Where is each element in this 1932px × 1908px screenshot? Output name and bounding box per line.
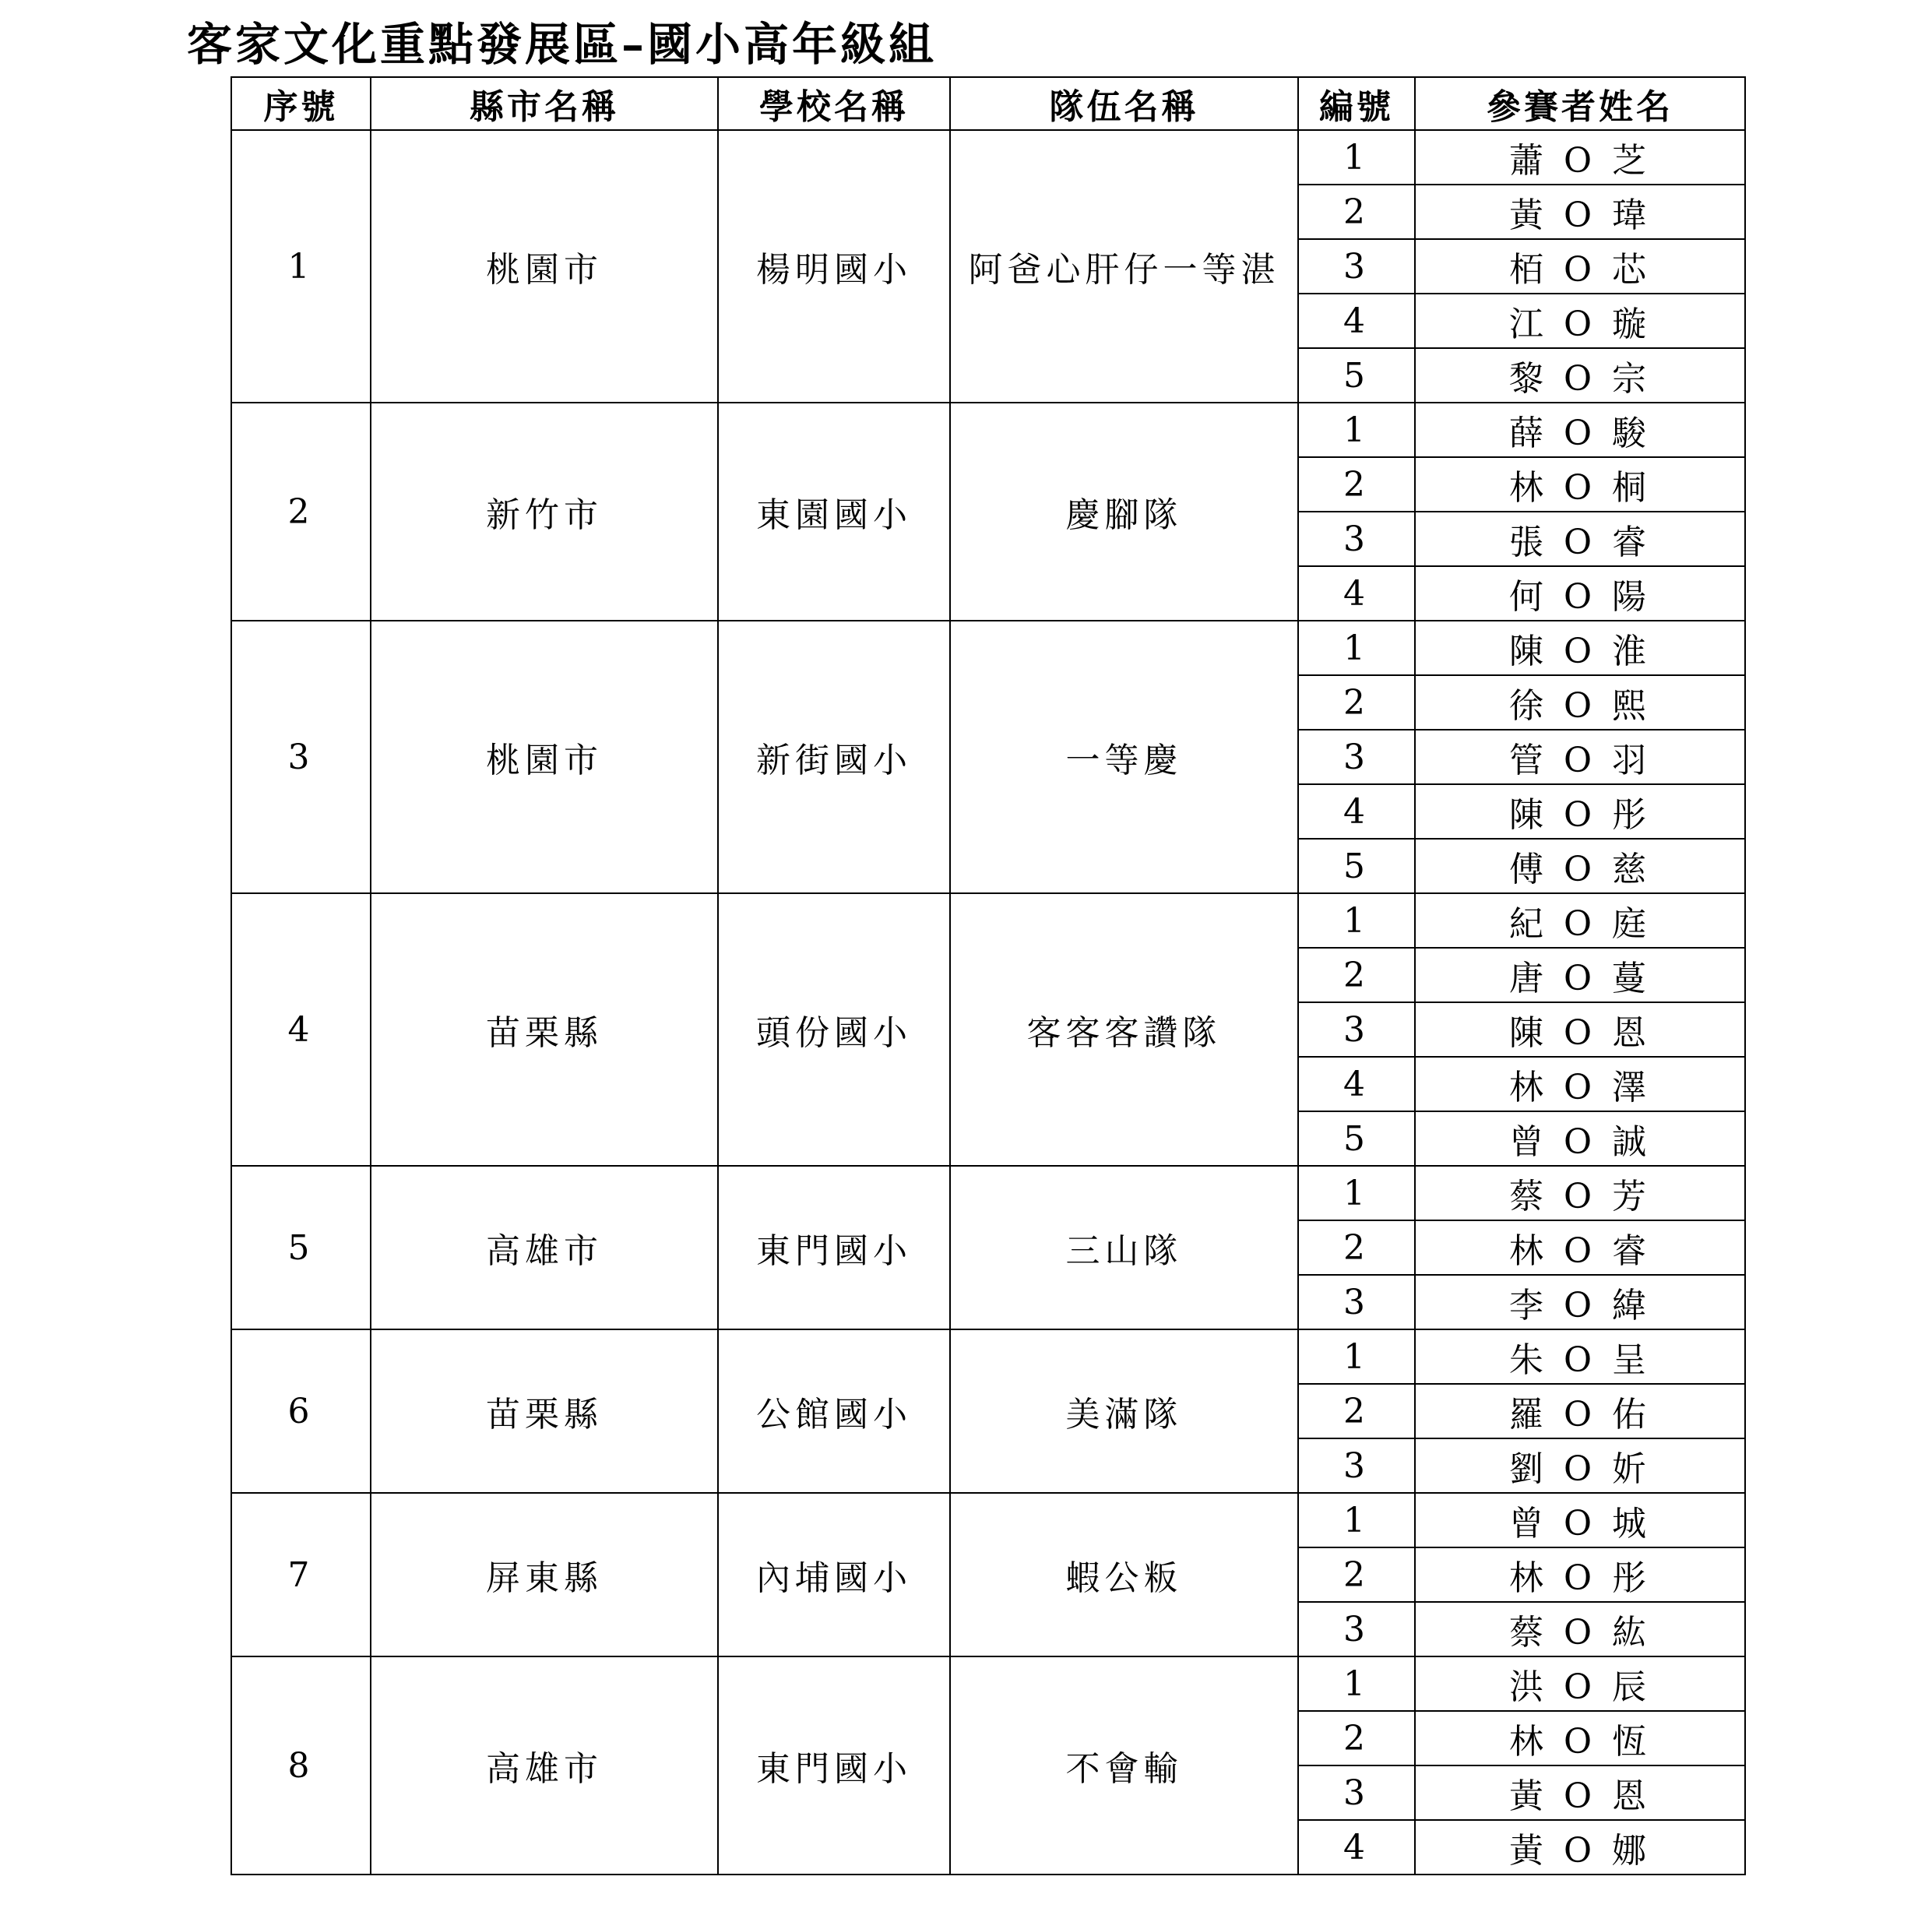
table-row — [231, 1493, 1745, 1547]
member-name: 陳 O 彤 — [1415, 784, 1745, 839]
team-seq: 5 — [231, 1166, 371, 1329]
member-number: 2 — [1298, 948, 1415, 1002]
member-number: 3 — [1298, 1002, 1415, 1057]
team-name: 慶腳隊 — [950, 403, 1298, 621]
member-number: 1 — [1298, 621, 1415, 675]
member-name: 曾 O 城 — [1415, 1493, 1745, 1547]
roster-table — [231, 76, 1746, 1875]
table-row — [231, 403, 1745, 457]
table-row — [231, 130, 1745, 185]
member-name: 李 O 緯 — [1415, 1275, 1745, 1329]
member-number: 3 — [1298, 730, 1415, 784]
member-name: 黃 O 瑋 — [1415, 185, 1745, 239]
table-row — [231, 893, 1745, 948]
member-name: 栢 O 芯 — [1415, 239, 1745, 294]
team-county: 新竹市 — [371, 403, 718, 621]
table-row — [231, 1656, 1745, 1711]
header-row — [231, 77, 1745, 130]
table-row — [231, 1166, 1745, 1220]
member-number: 1 — [1298, 1493, 1415, 1547]
member-name: 曾 O 誠 — [1415, 1111, 1745, 1166]
member-name: 黃 O 娜 — [1415, 1820, 1745, 1875]
team-seq: 8 — [231, 1656, 371, 1875]
member-number: 2 — [1298, 1220, 1415, 1275]
team-name: 美滿隊 — [950, 1329, 1298, 1493]
team-county: 桃園市 — [371, 130, 718, 403]
member-number: 3 — [1298, 239, 1415, 294]
team-school: 新街國小 — [718, 621, 950, 893]
member-number: 4 — [1298, 784, 1415, 839]
member-number: 3 — [1298, 1765, 1415, 1820]
member-number: 1 — [1298, 893, 1415, 948]
member-number: 2 — [1298, 1384, 1415, 1438]
roster-body — [231, 130, 1745, 1875]
team-school: 內埔國小 — [718, 1493, 950, 1656]
member-name: 洪 O 辰 — [1415, 1656, 1745, 1711]
header-team: 隊伍名稱 — [950, 77, 1298, 130]
member-number: 3 — [1298, 1602, 1415, 1656]
header-number: 編號 — [1298, 77, 1415, 130]
member-number: 1 — [1298, 1166, 1415, 1220]
header-participant: 參賽者姓名 — [1415, 77, 1745, 130]
team-county: 桃園市 — [371, 621, 718, 893]
member-name: 劉 O 妡 — [1415, 1438, 1745, 1493]
member-number: 4 — [1298, 1057, 1415, 1111]
member-number: 1 — [1298, 403, 1415, 457]
member-name: 林 O 桐 — [1415, 457, 1745, 512]
member-number: 1 — [1298, 130, 1415, 185]
member-number: 3 — [1298, 512, 1415, 566]
header-seq: 序號 — [231, 77, 371, 130]
team-county: 高雄市 — [371, 1656, 718, 1875]
team-name: 蝦公粄 — [950, 1493, 1298, 1656]
team-county: 苗栗縣 — [371, 1329, 718, 1493]
team-school: 公館國小 — [718, 1329, 950, 1493]
team-name: 阿爸心肝仔一等湛 — [950, 130, 1298, 403]
team-school: 東門國小 — [718, 1656, 950, 1875]
team-school: 東門國小 — [718, 1166, 950, 1329]
member-number: 3 — [1298, 1438, 1415, 1493]
member-name: 林 O 彤 — [1415, 1547, 1745, 1602]
member-name: 蔡 O 紘 — [1415, 1602, 1745, 1656]
member-name: 徐 O 熙 — [1415, 675, 1745, 730]
team-seq: 7 — [231, 1493, 371, 1656]
team-seq: 1 — [231, 130, 371, 403]
team-seq: 2 — [231, 403, 371, 621]
member-name: 黃 O 恩 — [1415, 1765, 1745, 1820]
page-title: 客家文化重點發展區–國小高年級組 — [187, 18, 938, 71]
member-name: 蔡 O 芳 — [1415, 1166, 1745, 1220]
team-county: 苗栗縣 — [371, 893, 718, 1166]
member-number: 5 — [1298, 348, 1415, 403]
member-name: 陳 O 淮 — [1415, 621, 1745, 675]
member-name: 唐 O 蔓 — [1415, 948, 1745, 1002]
table-row — [231, 1329, 1745, 1384]
team-school: 楊明國小 — [718, 130, 950, 403]
team-seq: 6 — [231, 1329, 371, 1493]
header-school: 學校名稱 — [718, 77, 950, 130]
header-county: 縣市名稱 — [371, 77, 718, 130]
member-name: 紀 O 庭 — [1415, 893, 1745, 948]
team-seq: 3 — [231, 621, 371, 893]
member-number: 1 — [1298, 1656, 1415, 1711]
team-county: 屏東縣 — [371, 1493, 718, 1656]
member-name: 林 O 睿 — [1415, 1220, 1745, 1275]
member-number: 1 — [1298, 1329, 1415, 1384]
member-number: 4 — [1298, 566, 1415, 621]
member-name: 傅 O 慈 — [1415, 839, 1745, 893]
member-name: 薛 O 駿 — [1415, 403, 1745, 457]
member-number: 2 — [1298, 185, 1415, 239]
team-name: 三山隊 — [950, 1166, 1298, 1329]
member-name: 何 O 陽 — [1415, 566, 1745, 621]
member-number: 2 — [1298, 1711, 1415, 1765]
table-row — [231, 621, 1745, 675]
member-number: 5 — [1298, 839, 1415, 893]
team-school: 東園國小 — [718, 403, 950, 621]
member-name: 蕭 O 芝 — [1415, 130, 1745, 185]
member-name: 陳 O 恩 — [1415, 1002, 1745, 1057]
member-name: 江 O 璇 — [1415, 294, 1745, 348]
team-county: 高雄市 — [371, 1166, 718, 1329]
member-number: 2 — [1298, 457, 1415, 512]
team-school: 頭份國小 — [718, 893, 950, 1166]
member-name: 張 O 睿 — [1415, 512, 1745, 566]
team-seq: 4 — [231, 893, 371, 1166]
member-number: 4 — [1298, 294, 1415, 348]
member-name: 黎 O 宗 — [1415, 348, 1745, 403]
member-name: 朱 O 呈 — [1415, 1329, 1745, 1384]
team-name: 一等慶 — [950, 621, 1298, 893]
member-number: 2 — [1298, 675, 1415, 730]
member-name: 林 O 恆 — [1415, 1711, 1745, 1765]
member-number: 4 — [1298, 1820, 1415, 1875]
member-name: 羅 O 佑 — [1415, 1384, 1745, 1438]
team-name: 不會輸 — [950, 1656, 1298, 1875]
member-name: 林 O 澤 — [1415, 1057, 1745, 1111]
member-name: 管 O 羽 — [1415, 730, 1745, 784]
member-number: 5 — [1298, 1111, 1415, 1166]
team-name: 客客客讚隊 — [950, 893, 1298, 1166]
member-number: 3 — [1298, 1275, 1415, 1329]
member-number: 2 — [1298, 1547, 1415, 1602]
